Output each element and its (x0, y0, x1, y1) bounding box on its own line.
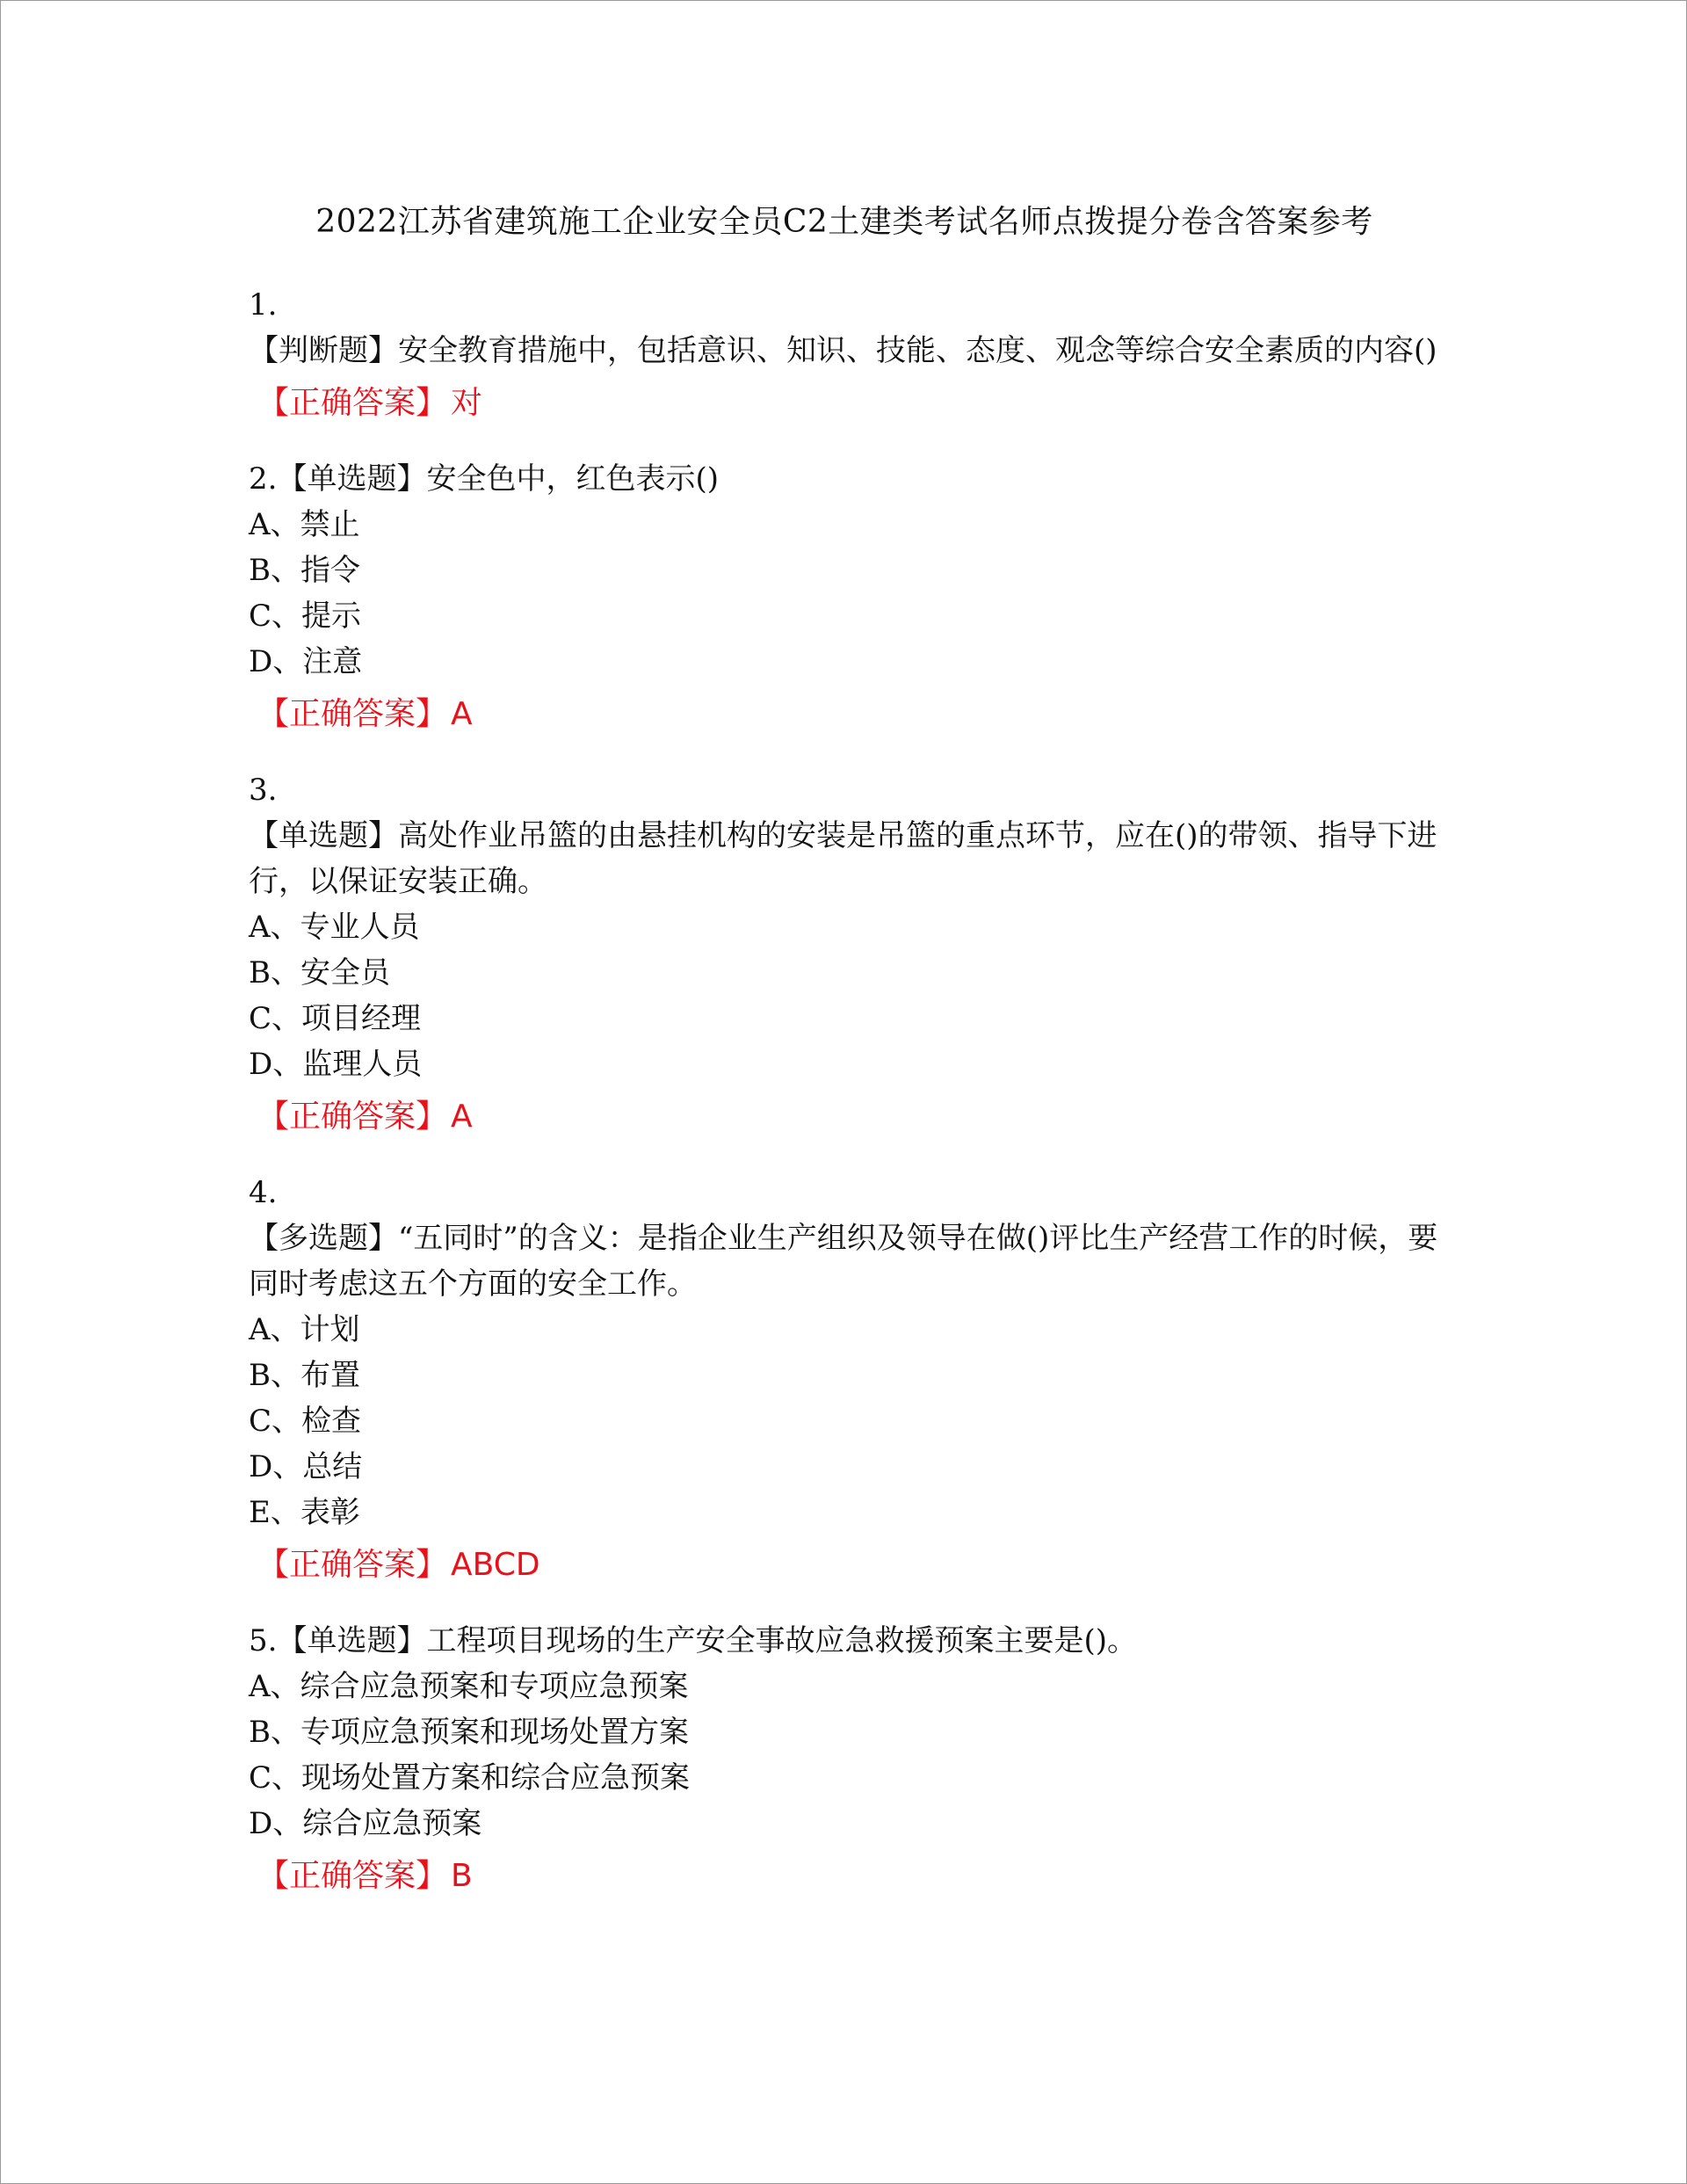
option-d: D、注意 (249, 644, 363, 679)
option-d: D、监理人员 (249, 1047, 423, 1082)
question-number: 2. (249, 461, 278, 497)
question-stem: 【判断题】安全教育措施中，包括意识、知识、技能、态度、观念等综合安全素质的内容() (249, 333, 1437, 368)
question-number: 1. (249, 287, 278, 323)
question-5 (249, 1618, 1444, 1901)
correct-answer (249, 1852, 1444, 1901)
correct-answer (249, 1092, 1444, 1142)
answer-label: 【正确答案】 (257, 696, 448, 732)
option-b: B、布置 (249, 1358, 360, 1393)
question-stem (249, 1618, 1444, 1664)
option-a: A、禁止 (249, 507, 360, 542)
question-stem: 【单选题】高处作业吊篮的由悬挂机构的安装是吊篮的重点环节，应在()的带领、指导下进行，以保证安装正确。 (249, 818, 1437, 899)
option-b: B、专项应急预案和现场处置方案 (249, 1715, 689, 1750)
option-a: A、专业人员 (249, 910, 420, 945)
answer-label: 【正确答案】 (257, 1858, 448, 1894)
correct-answer (249, 1541, 1444, 1590)
correct-answer (249, 690, 1444, 739)
question-3 (249, 767, 1444, 1142)
option-a: A、综合应急预案和专项应急预案 (249, 1669, 689, 1704)
correct-answer (249, 379, 1444, 428)
question-stem: 【多选题】“五同时”的含义：是指企业生产组织及领导在做()评比生产经营工作的时候，要同时考虑这五个方面的安全工作。 (249, 1221, 1438, 1302)
question-1 (249, 282, 1444, 428)
option-b: B、指令 (249, 553, 360, 588)
answer-value: 对 (451, 385, 483, 421)
answer-value: A (451, 696, 473, 732)
document-title: 2022江苏省建筑施工企业安全员C2土建类考试名师点拨提分卷含答案参考 (315, 204, 1373, 240)
answer-value: A (451, 1099, 473, 1135)
option-a: A、计划 (249, 1312, 360, 1347)
answer-value: ABCD (451, 1547, 540, 1583)
option-c: C、项目经理 (249, 1001, 422, 1036)
question-2 (249, 456, 1444, 739)
option-e: E、表彰 (249, 1495, 360, 1530)
question-number: 3. (249, 773, 278, 808)
option-d: D、综合应急预案 (249, 1806, 482, 1841)
question-4 (249, 1170, 1444, 1590)
question-stem-text: 【单选题】安全色中，红色表示() (277, 461, 719, 497)
option-c: C、现场处置方案和综合应急预案 (249, 1760, 691, 1796)
answer-value: B (451, 1858, 473, 1894)
option-c: C、检查 (249, 1404, 362, 1439)
question-number: 4. (249, 1175, 278, 1210)
option-b: B、安全员 (249, 955, 390, 990)
answer-label: 【正确答案】 (257, 1099, 448, 1135)
option-d: D、总结 (249, 1449, 363, 1484)
question-list (249, 282, 1444, 1929)
question-stem-text: 【单选题】工程项目现场的生产安全事故应急救援预案主要是()。 (277, 1623, 1137, 1658)
option-c: C、提示 (249, 599, 362, 634)
answer-label: 【正确答案】 (257, 1547, 448, 1583)
answer-label: 【正确答案】 (257, 385, 448, 421)
question-stem (249, 456, 1444, 502)
question-number: 5. (249, 1623, 278, 1658)
